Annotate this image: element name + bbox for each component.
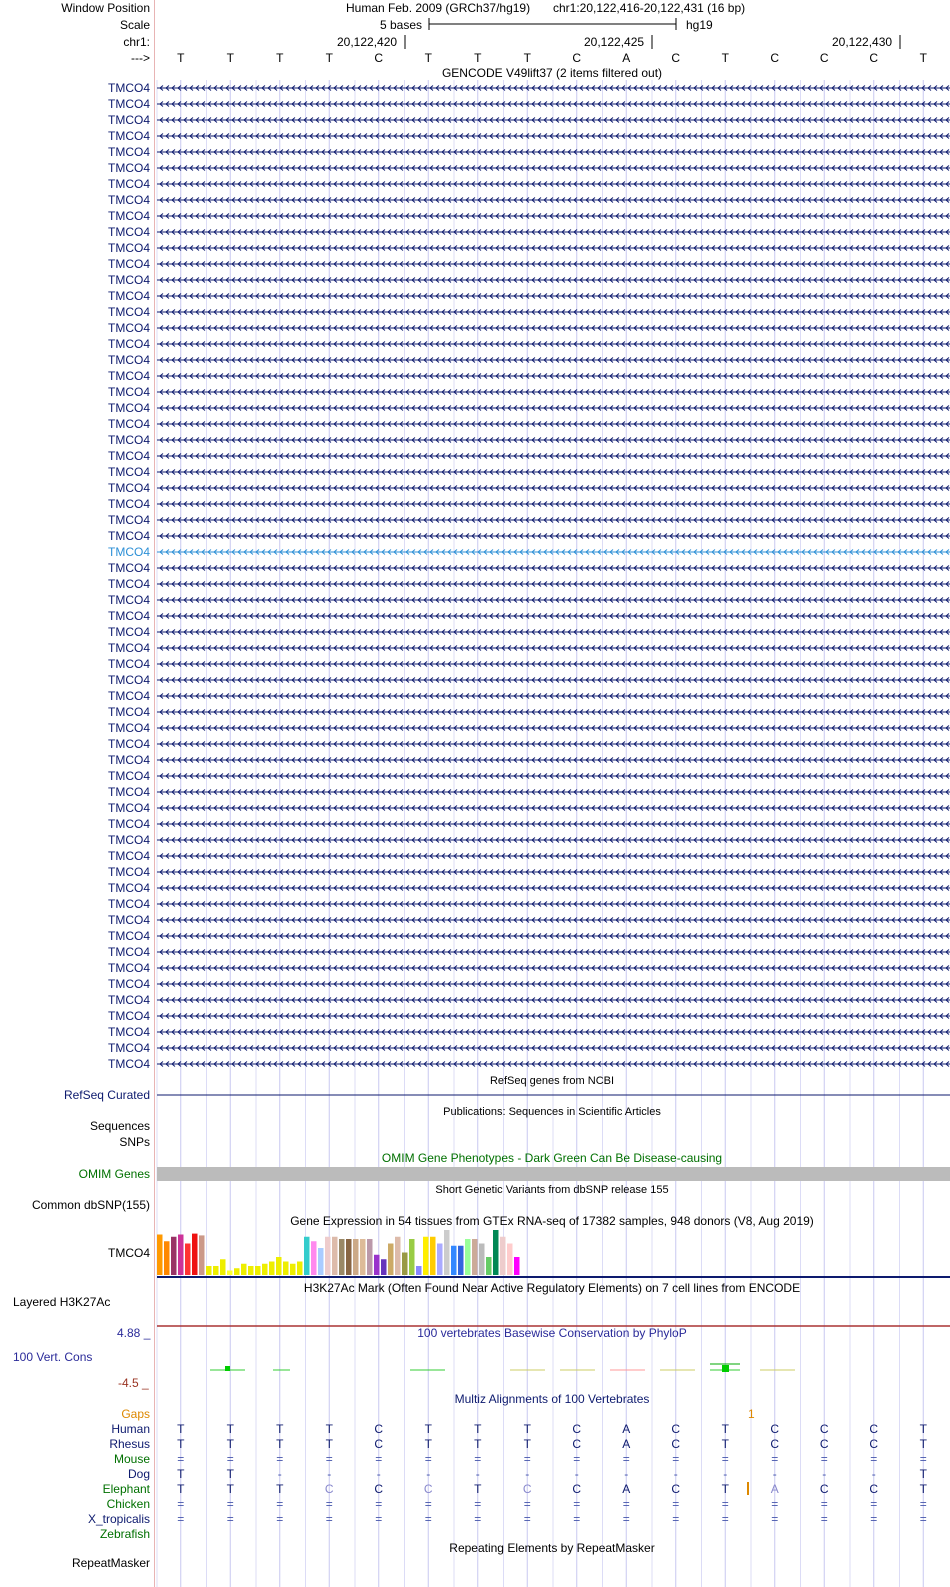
gencode-gene-label[interactable]: TMCO4: [108, 97, 150, 111]
gencode-gene-label[interactable]: TMCO4: [108, 321, 150, 335]
gtex-tissue-bar: [269, 1262, 275, 1276]
aligned-base: -: [624, 1467, 629, 1481]
gtex-tissue-bar: [199, 1235, 205, 1275]
aligned-base: =: [474, 1512, 482, 1526]
coord-tick-2: 20,122,425: [584, 35, 645, 49]
aligned-base: C: [572, 1422, 582, 1436]
gencode-gene-label[interactable]: TMCO4: [108, 1057, 150, 1071]
gencode-gene-label[interactable]: TMCO4: [108, 81, 150, 95]
aligned-base: T: [919, 1482, 927, 1496]
aligned-base: C: [770, 1422, 780, 1436]
aligned-base: -: [822, 1467, 827, 1481]
gencode-gene-label[interactable]: TMCO4: [108, 113, 150, 127]
aligned-base: =: [276, 1497, 284, 1511]
aligned-base: T: [919, 1467, 927, 1481]
gencode-gene-label[interactable]: TMCO4: [108, 817, 150, 831]
gencode-gene-label[interactable]: TMCO4: [108, 161, 150, 175]
gencode-gene-label[interactable]: TMCO4: [108, 1041, 150, 1055]
species-label[interactable]: Mouse: [113, 1452, 150, 1466]
gencode-gene-label[interactable]: TMCO4: [108, 289, 150, 303]
gtex-tissue-bar: [185, 1244, 191, 1276]
aligned-base: C: [572, 1482, 582, 1496]
gencode-gene-label[interactable]: TMCO4: [108, 609, 150, 623]
gencode-gene-label[interactable]: TMCO4: [108, 561, 150, 575]
aligned-base: T: [276, 1437, 284, 1451]
aligned-base: =: [424, 1512, 432, 1526]
aligned-base: C: [869, 1437, 879, 1451]
aligned-base: =: [771, 1497, 779, 1511]
gencode-gene-label[interactable]: TMCO4: [108, 993, 150, 1007]
aligned-base: =: [177, 1497, 185, 1511]
gencode-gene-label[interactable]: TMCO4: [108, 673, 150, 687]
coord-tick-1: 20,122,420: [337, 35, 398, 49]
aligned-base: =: [672, 1512, 680, 1526]
ref-base: A: [622, 51, 631, 65]
aligned-base: T: [177, 1482, 185, 1496]
gtex-tissue-bar: [178, 1235, 184, 1276]
refseq-track-title[interactable]: RefSeq genes from NCBI: [489, 1075, 615, 1087]
ref-base: C: [819, 51, 829, 65]
aligned-base: A: [622, 1422, 631, 1436]
gtex-tissue-bar: [339, 1239, 345, 1275]
coord-tick-3: 20,122,430: [832, 35, 893, 49]
assembly-name: Human Feb. 2009 (GRCh37/hg19): [346, 1, 531, 15]
aligned-base: =: [672, 1497, 680, 1511]
gtex-tissue-bar: [346, 1239, 352, 1275]
gtex-tissue-bar: [430, 1237, 436, 1275]
aligned-base: T: [177, 1467, 185, 1481]
phylop-max: 4.88 _: [117, 1326, 151, 1340]
ref-base: T: [919, 51, 927, 65]
gtex-tissue-bar: [381, 1259, 387, 1275]
gtex-tissue-bar: [458, 1246, 464, 1275]
gtex-tissue-bar: [353, 1239, 359, 1275]
window-position-label: Window Position: [61, 1, 150, 15]
ref-base: T: [325, 51, 333, 65]
aligned-base: T: [474, 1422, 482, 1436]
species-label[interactable]: Human: [111, 1422, 150, 1436]
aligned-base: -: [426, 1467, 431, 1481]
aligned-base: =: [573, 1497, 581, 1511]
publications-track-title[interactable]: Publications: Sequences in Scientific Articles: [443, 1106, 661, 1118]
gtex-tissue-bar: [507, 1244, 513, 1276]
gencode-gene-label[interactable]: TMCO4: [108, 305, 150, 319]
aligned-base: =: [325, 1512, 333, 1526]
gencode-gene-label[interactable]: TMCO4: [108, 225, 150, 239]
aligned-base: -: [723, 1467, 728, 1481]
omim-feature-bar: [157, 1167, 950, 1181]
gtex-tissue-bar: [164, 1241, 170, 1275]
aligned-base: =: [226, 1497, 234, 1511]
aligned-base: T: [721, 1482, 729, 1496]
aligned-base: =: [523, 1497, 531, 1511]
gencode-gene-label[interactable]: TMCO4: [108, 401, 150, 415]
aligned-base: =: [771, 1452, 779, 1466]
aligned-base: T: [523, 1422, 531, 1436]
aligned-base: C: [869, 1482, 879, 1496]
aligned-base: T: [424, 1437, 432, 1451]
gtex-tissue-bar: [283, 1262, 289, 1276]
aligned-base: =: [672, 1452, 680, 1466]
aligned-base: =: [870, 1452, 878, 1466]
aligned-base: T: [226, 1422, 234, 1436]
aligned-base: =: [721, 1452, 729, 1466]
gtex-tissue-bar: [318, 1248, 324, 1275]
gtex-tissue-bar: [409, 1239, 415, 1275]
aligned-base: -: [525, 1467, 530, 1481]
gencode-gene-label[interactable]: TMCO4: [108, 689, 150, 703]
ref-base: C: [671, 51, 681, 65]
gencode-gene-label[interactable]: TMCO4: [108, 945, 150, 959]
aligned-base: =: [721, 1512, 729, 1526]
aligned-base: T: [424, 1422, 432, 1436]
aligned-base: T: [721, 1422, 729, 1436]
aligned-base: =: [919, 1452, 927, 1466]
aligned-base: =: [474, 1452, 482, 1466]
gencode-gene-label[interactable]: TMCO4: [108, 497, 150, 511]
dbsnp-track-title[interactable]: Short Genetic Variants from dbSNP release 155: [435, 1184, 669, 1196]
gtex-tissue-bar: [402, 1253, 408, 1276]
gtex-tissue-bar: [395, 1237, 401, 1275]
gaps-label[interactable]: Gaps: [121, 1407, 150, 1421]
aligned-base: =: [276, 1512, 284, 1526]
species-label[interactable]: Rhesus: [109, 1437, 150, 1451]
phylop-min: -4.5 _: [118, 1376, 149, 1390]
ref-base: C: [770, 51, 780, 65]
aligned-base: =: [474, 1497, 482, 1511]
gtex-tissue-bar: [297, 1262, 303, 1276]
gtex-tissue-bar: [367, 1239, 373, 1275]
aligned-base: -: [772, 1467, 777, 1481]
gtex-tissue-bar: [360, 1239, 366, 1275]
gtex-tissue-bar: [248, 1266, 254, 1275]
aligned-base: =: [523, 1452, 531, 1466]
aligned-base: C: [770, 1437, 780, 1451]
omim-track-title[interactable]: OMIM Gene Phenotypes - Dark Green Can Be Disease-causing: [381, 1151, 723, 1165]
gencode-gene-label[interactable]: TMCO4: [108, 465, 150, 479]
gtex-tissue-bar: [311, 1241, 317, 1275]
gencode-gene-label[interactable]: TMCO4: [108, 705, 150, 719]
dbsnp-label[interactable]: Common dbSNP(155): [31, 1198, 150, 1212]
aligned-base: =: [721, 1497, 729, 1511]
ref-base: C: [374, 51, 384, 65]
gtex-tissue-bar: [213, 1266, 219, 1275]
ref-base: T: [177, 51, 185, 65]
gtex-tissue-bar: [423, 1237, 429, 1275]
gencode-gene-label[interactable]: TMCO4: [108, 737, 150, 751]
aligned-base: T: [177, 1437, 185, 1451]
aligned-base: T: [226, 1437, 234, 1451]
aligned-base: C: [522, 1482, 532, 1496]
aligned-base: C: [423, 1482, 433, 1496]
species-label[interactable]: Zebrafish: [99, 1527, 150, 1541]
aligned-base: -: [574, 1467, 579, 1481]
aligned-base: C: [324, 1482, 334, 1496]
aligned-base: -: [277, 1467, 282, 1481]
aligned-base: =: [870, 1512, 878, 1526]
aligned-base: T: [721, 1437, 729, 1451]
phylop-peak: [722, 1365, 729, 1372]
gap-count: 1: [748, 1407, 755, 1421]
aligned-base: C: [374, 1482, 384, 1496]
gtex-tissue-bar: [276, 1257, 282, 1275]
gencode-gene-label[interactable]: TMCO4: [108, 801, 150, 815]
aligned-base: T: [474, 1482, 482, 1496]
aligned-base: C: [819, 1437, 829, 1451]
gencode-gene-label[interactable]: TMCO4: [108, 353, 150, 367]
aligned-base: =: [573, 1512, 581, 1526]
gencode-gene-label[interactable]: TMCO4: [108, 337, 150, 351]
gencode-gene-label[interactable]: TMCO4: [108, 929, 150, 943]
aligned-base: A: [622, 1482, 631, 1496]
omim-label[interactable]: OMIM Genes: [78, 1167, 150, 1181]
ref-base: T: [424, 51, 432, 65]
gtex-tissue-bar: [388, 1244, 394, 1276]
gencode-gene-label[interactable]: TMCO4: [108, 897, 150, 911]
gencode-gene-label[interactable]: TMCO4: [108, 753, 150, 767]
gencode-gene-label[interactable]: TMCO4: [108, 1025, 150, 1039]
gtex-tissue-bar: [171, 1237, 177, 1275]
gtex-tissue-bar: [290, 1264, 296, 1275]
gtex-tissue-bar: [514, 1257, 520, 1275]
phylop-peak: [225, 1366, 230, 1371]
ref-base: T: [474, 51, 482, 65]
ref-base: T: [226, 51, 234, 65]
gencode-gene-label[interactable]: TMCO4: [108, 625, 150, 639]
gtex-tissue-bar: [220, 1259, 226, 1275]
gencode-gene-label[interactable]: TMCO4: [108, 209, 150, 223]
aligned-base: T: [325, 1437, 333, 1451]
gencode-gene-label[interactable]: TMCO4: [108, 193, 150, 207]
aligned-base: =: [919, 1497, 927, 1511]
aligned-base: =: [276, 1452, 284, 1466]
aligned-base: =: [325, 1452, 333, 1466]
gtex-tissue-bar: [234, 1268, 240, 1275]
aligned-base: C: [671, 1482, 681, 1496]
gencode-gene-label[interactable]: TMCO4: [108, 833, 150, 847]
sequences-label[interactable]: Sequences: [89, 1119, 150, 1133]
gencode-gene-label[interactable]: TMCO4: [108, 577, 150, 591]
gtex-tissue-bar: [332, 1237, 338, 1275]
gtex-tissue-bar: [304, 1237, 310, 1275]
aligned-base: T: [474, 1437, 482, 1451]
h3k27ac-label[interactable]: Layered H3K27Ac: [13, 1295, 111, 1309]
gencode-gene-label[interactable]: TMCO4: [108, 513, 150, 527]
aligned-base: =: [177, 1452, 185, 1466]
repeatmasker-track-title[interactable]: Repeating Elements by RepeatMasker: [449, 1541, 655, 1555]
gencode-gene-label[interactable]: TMCO4: [108, 417, 150, 431]
gtex-tissue-bar: [206, 1266, 212, 1275]
gencode-gene-label[interactable]: TMCO4: [108, 449, 150, 463]
gencode-gene-label[interactable]: TMCO4: [108, 1009, 150, 1023]
chrom-label: chr1:: [123, 35, 150, 49]
aligned-base: =: [424, 1497, 432, 1511]
aligned-base: =: [177, 1512, 185, 1526]
gencode-gene-label[interactable]: TMCO4: [108, 721, 150, 735]
gtex-tissue-bar: [241, 1264, 247, 1275]
species-label[interactable]: Dog: [127, 1467, 150, 1481]
gencode-gene-label[interactable]: TMCO4: [108, 481, 150, 495]
ref-base: T: [276, 51, 284, 65]
gtex-tissue-bar: [437, 1244, 443, 1276]
aligned-base: A: [622, 1437, 631, 1451]
gencode-gene-label[interactable]: TMCO4: [108, 433, 150, 447]
aligned-base: =: [622, 1497, 630, 1511]
gencode-gene-label[interactable]: TMCO4: [108, 545, 150, 559]
aligned-base: A: [770, 1482, 779, 1496]
aligned-base: =: [622, 1452, 630, 1466]
multiz-track-title[interactable]: Multiz Alignments of 100 Vertebrates: [454, 1392, 650, 1406]
gtex-track-title[interactable]: Gene Expression in 54 tissues from GTEx RNA-seq of 17382 samples, 948 donors (V8, Aug 2019): [290, 1214, 814, 1228]
phylop-label[interactable]: 100 Vert. Cons: [13, 1350, 93, 1364]
aligned-base: T: [523, 1437, 531, 1451]
aligned-base: C: [869, 1422, 879, 1436]
species-label[interactable]: Chicken: [106, 1497, 150, 1511]
aligned-base: T: [226, 1467, 234, 1481]
gtex-tissue-bar: [465, 1239, 471, 1275]
aligned-base: C: [671, 1437, 681, 1451]
aligned-base: =: [820, 1497, 828, 1511]
aligned-base: T: [919, 1422, 927, 1436]
aligned-base: =: [226, 1452, 234, 1466]
aligned-base: =: [226, 1512, 234, 1526]
aligned-base: =: [375, 1452, 383, 1466]
gtex-tissue-bar: [325, 1237, 331, 1275]
aligned-base: =: [375, 1512, 383, 1526]
gencode-gene-label[interactable]: TMCO4: [108, 881, 150, 895]
refseq-label[interactable]: RefSeq Curated: [63, 1088, 150, 1102]
gtex-tissue-bar: [416, 1266, 422, 1275]
aligned-base: -: [871, 1467, 876, 1481]
gencode-gene-label[interactable]: TMCO4: [108, 977, 150, 991]
aligned-base: =: [573, 1452, 581, 1466]
aligned-base: C: [374, 1422, 384, 1436]
gtex-tissue-bar: [255, 1266, 261, 1275]
snps-label[interactable]: SNPs: [119, 1135, 150, 1149]
gtex-tissue-bar: [500, 1237, 506, 1275]
aligned-base: C: [374, 1437, 384, 1451]
gtex-label[interactable]: TMCO4: [108, 1246, 150, 1260]
aligned-base: C: [819, 1482, 829, 1496]
gencode-gene-label[interactable]: TMCO4: [108, 849, 150, 863]
ref-base: T: [721, 51, 729, 65]
gtex-tissue-bar: [157, 1235, 163, 1276]
gtex-tissue-bar: [444, 1230, 450, 1275]
aligned-base: C: [671, 1422, 681, 1436]
gencode-gene-label[interactable]: TMCO4: [108, 769, 150, 783]
aligned-base: =: [919, 1512, 927, 1526]
gtex-tissue-bar: [479, 1244, 485, 1276]
strand-label: --->: [131, 51, 150, 65]
gencode-gene-label[interactable]: TMCO4: [108, 241, 150, 255]
gencode-gene-label[interactable]: TMCO4: [108, 641, 150, 655]
aligned-base: =: [820, 1512, 828, 1526]
gencode-track-title[interactable]: GENCODE V49lift37 (2 items filtered out): [441, 66, 663, 80]
species-label[interactable]: Elephant: [102, 1482, 150, 1496]
aligned-base: C: [572, 1437, 582, 1451]
position-range[interactable]: chr1:20,122,416-20,122,431 (16 bp): [553, 1, 746, 15]
gencode-gene-label[interactable]: TMCO4: [108, 785, 150, 799]
gencode-gene-label[interactable]: TMCO4: [108, 385, 150, 399]
gtex-tissue-bar: [451, 1246, 457, 1275]
species-label[interactable]: X_tropicalis: [87, 1512, 150, 1526]
aligned-base: C: [819, 1422, 829, 1436]
gtex-tissue-bar: [262, 1264, 268, 1275]
gtex-tissue-bar: [493, 1230, 499, 1275]
gtex-tissue-bar: [192, 1234, 198, 1275]
aligned-base: T: [226, 1482, 234, 1496]
aligned-base: =: [375, 1497, 383, 1511]
ref-base: C: [869, 51, 879, 65]
gtex-tissue-bar: [227, 1271, 233, 1276]
aligned-base: T: [919, 1437, 927, 1451]
aligned-base: T: [276, 1422, 284, 1436]
gencode-gene-label[interactable]: TMCO4: [108, 145, 150, 159]
scale-bar-text: 5 bases: [380, 18, 423, 32]
gencode-gene-label[interactable]: TMCO4: [108, 529, 150, 543]
gencode-gene-label[interactable]: TMCO4: [108, 129, 150, 143]
aligned-base: =: [870, 1497, 878, 1511]
repeatmasker-label[interactable]: RepeatMasker: [71, 1556, 150, 1570]
gencode-gene-label[interactable]: TMCO4: [108, 865, 150, 879]
ref-base: T: [523, 51, 531, 65]
aligned-base: T: [325, 1422, 333, 1436]
aligned-base: -: [673, 1467, 678, 1481]
gencode-gene-label[interactable]: TMCO4: [108, 369, 150, 383]
aligned-base: =: [771, 1512, 779, 1526]
phylop-track-title[interactable]: 100 vertebrates Basewise Conservation by PhyloP: [417, 1326, 687, 1340]
scale-db: hg19: [686, 18, 713, 32]
gencode-gene-label[interactable]: TMCO4: [108, 913, 150, 927]
gtex-tissue-bar: [374, 1255, 380, 1275]
scale-label: Scale: [119, 18, 150, 32]
h3k27ac-track-title[interactable]: H3K27Ac Mark (Often Found Near Active Regulatory Elements) on 7 cell lines from ENCODE: [303, 1281, 801, 1295]
gencode-gene-label[interactable]: TMCO4: [108, 657, 150, 671]
gtex-tissue-bar: [472, 1239, 478, 1275]
aligned-base: T: [177, 1422, 185, 1436]
aligned-base: =: [325, 1497, 333, 1511]
aligned-base: =: [820, 1452, 828, 1466]
aligned-base: -: [376, 1467, 381, 1481]
aligned-base: T: [276, 1482, 284, 1496]
gtex-tissue-bar: [486, 1257, 492, 1275]
gencode-gene-label[interactable]: TMCO4: [108, 961, 150, 975]
aligned-base: =: [424, 1452, 432, 1466]
aligned-base: =: [622, 1512, 630, 1526]
gencode-gene-label[interactable]: TMCO4: [108, 593, 150, 607]
aligned-base: =: [523, 1512, 531, 1526]
aligned-base: -: [475, 1467, 480, 1481]
gencode-gene-label[interactable]: TMCO4: [108, 273, 150, 287]
gencode-gene-label[interactable]: TMCO4: [108, 177, 150, 191]
aligned-base: -: [327, 1467, 332, 1481]
ref-base: C: [572, 51, 582, 65]
gencode-gene-label[interactable]: TMCO4: [108, 257, 150, 271]
